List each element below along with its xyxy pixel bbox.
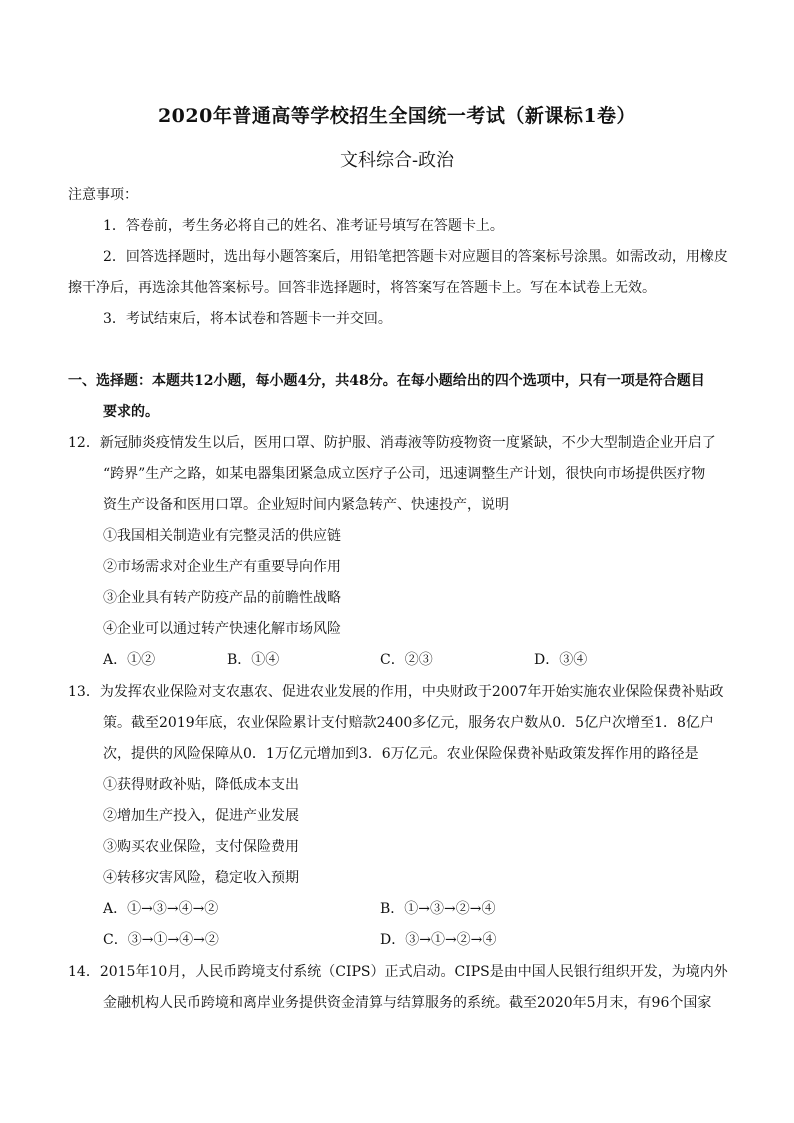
q12-option-d: D．③④ [534, 652, 588, 668]
q13-option-b: B．①→③→②→④ [380, 901, 496, 917]
q13-stem-line-3: 次，提供的风险保障从0．1万亿元增加到3．6万亿元。农业保险保费补贴政策发挥作用的路径是 [103, 746, 699, 762]
q13-statement-1: ①获得财政补贴，降低成本支出 [103, 777, 299, 793]
q13-option-c: C．③→①→④→② [103, 932, 219, 948]
q13-statement-2: ②增加生产投入，促进产业发展 [103, 808, 299, 824]
exam-subtitle: 文科综合-政治 [339, 150, 455, 171]
q12-option-c: C．②③ [380, 652, 433, 668]
q13-option-d: D．③→①→②→④ [380, 932, 497, 948]
note-item-1: 1．答卷前，考生务必将自己的姓名、准考证号填写在答题卡上。 [103, 218, 504, 234]
section-heading-line-2: 要求的。 [103, 404, 159, 420]
q13-option-a: A．①→③→④→② [103, 901, 219, 917]
q12-statement-1: ①我国相关制造业有完整灵活的供应链 [103, 528, 341, 544]
q14-stem-line-1: 14．2015年10月，人民币跨境支付系统（CIPS）正式启动。CIPS是由中国人民银行组织开发，为境内外 [68, 964, 728, 980]
q14-stem-line-2: 金融机构人民币跨境和离岸业务提供资金清算与结算服务的系统。截至2020年5月末，有96个国家 [103, 995, 712, 1011]
q12-stem-line-3: 资生产设备和医用口罩。企业短时间内紧急转产、快速投产，说明 [103, 497, 509, 513]
q13-stem-line-2: 策。截至2019年底，农业保险累计支付赔款2400多亿元，服务农户数从0．5亿户次增至1．8亿户 [103, 715, 714, 731]
q12-stem-line-2: “跨界”生产之路，如某电器集团紧急成立医疗子公司，迅速调整生产计划，很快向市场提供医疗物 [103, 466, 706, 482]
exam-title: 2020年普通高等学校招生全国统一考试（新课标1卷） [157, 105, 637, 127]
notes-heading: 注意事项： [68, 187, 138, 203]
q12-statement-3: ③企业具有转产防疫产品的前瞻性战略 [103, 590, 341, 606]
q12-statement-2: ②市场需求对企业生产有重要导向作用 [103, 559, 341, 575]
note-item-2-line-2: 擦干净后，再选涂其他答案标号。回答非选择题时，将答案写在答题卡上。写在本试卷上无效。 [68, 280, 656, 296]
q13-stem-line-1: 13．为发挥农业保险对支农惠农、促进农业发展的作用，中央财政于2007年开始实施农业保险保费补贴政 [68, 684, 724, 700]
note-item-2-line-1: 2．回答选择题时，选出每小题答案后，用铅笔把答题卡对应题目的答案标号涂黑。如需改动，用橡皮 [103, 249, 728, 265]
q13-statement-4: ④转移灾害风险，稳定收入预期 [103, 870, 299, 886]
q12-option-b: B．①④ [227, 652, 280, 668]
q12-statement-4: ④企业可以通过转产快速化解市场风险 [103, 621, 341, 637]
section-heading-line-1: 一、选择题：本题共12小题，每小题4分，共48分。在每小题给出的四个选项中，只有一项是符合题目 [68, 373, 705, 389]
q13-statement-3: ③购买农业保险，支付保险费用 [103, 839, 299, 855]
note-item-3: 3．考试结束后，将本试卷和答题卡一并交回。 [103, 311, 392, 327]
q12-option-a: A．①② [103, 652, 156, 668]
q12-stem-line-1: 12．新冠肺炎疫情发生以后，医用口罩、防护服、消毒液等防疫物资一度紧缺，不少大型制造企业开启了 [68, 435, 716, 451]
